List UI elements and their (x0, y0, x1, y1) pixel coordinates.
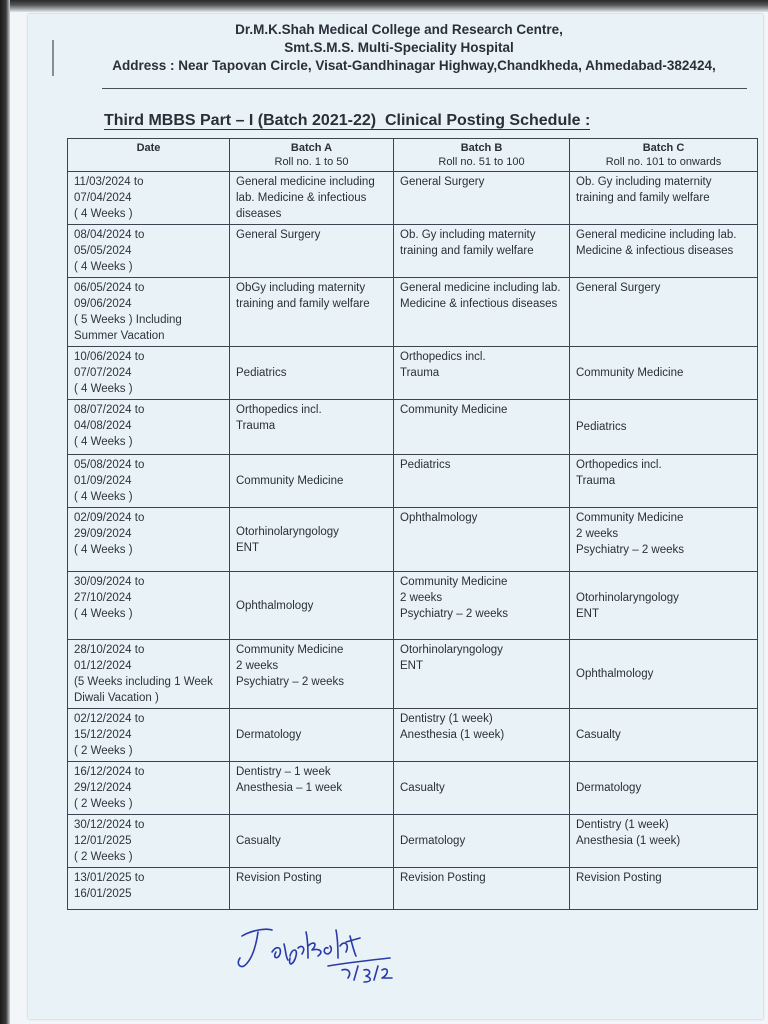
batch-c-posting-cell: Dermatology (570, 762, 758, 815)
posting-period-cell: 13/01/2025 to 16/01/2025 (68, 868, 230, 910)
batch-b-posting-cell: Ob. Gy including maternity training and family welfare (394, 225, 570, 278)
schedule-title-text: Third MBBS Part – I (Batch 2021-22) Clinical Posting Schedule : (104, 112, 591, 129)
table-row (68, 640, 758, 709)
batch-a-posting-cell: Community Medicine (230, 455, 394, 508)
posting-period-cell: 06/05/2024 to 09/06/2024 ( 5 Weeks ) Including Summer Vacation (68, 278, 230, 347)
batch-b-posting-cell: Revision Posting (394, 868, 570, 910)
batch-a-posting-cell: Dermatology (230, 709, 394, 762)
table-row (68, 572, 758, 640)
posting-period-cell: 16/12/2024 to 29/12/2024 ( 2 Weeks ) (68, 762, 230, 815)
column-header-name: Batch C (642, 142, 685, 154)
posting-period-cell: 08/07/2024 to 04/08/2024 ( 4 Weeks ) (68, 400, 230, 455)
batch-a-posting-cell: Orthopedics incl. Trauma (230, 400, 394, 455)
table-header-row (68, 139, 758, 172)
batch-b-posting-cell: General Surgery (394, 172, 570, 225)
posting-schedule-table (67, 138, 758, 910)
table-row (68, 762, 758, 815)
batch-b-posting-cell: Orthopedics incl. Trauma (394, 347, 570, 400)
column-header-roll-range: Roll no. 51 to 100 (438, 156, 525, 168)
batch-b-posting-cell: Dentistry (1 week) Anesthesia (1 week) (394, 709, 570, 762)
batch-b-posting-cell: Dermatology (394, 815, 570, 868)
posting-period-cell: 02/09/2024 to 29/09/2024 ( 4 Weeks ) (68, 508, 230, 572)
table-row (68, 225, 758, 278)
schedule-title (104, 112, 590, 130)
batch-c-posting-cell: General medicine including lab. Medicine & infectious diseases (570, 225, 758, 278)
table-body (68, 172, 758, 910)
batch-b-posting-cell: Community Medicine (394, 400, 570, 455)
batch-c-posting-cell: Community Medicine 2 weeks Psychiatry – 2 weeks (570, 508, 758, 572)
batch-b-posting-cell: Casualty (394, 762, 570, 815)
batch-c-posting-cell: Otorhinolaryngology ENT (570, 572, 758, 640)
scan-edge-left (0, 0, 10, 1024)
posting-period-cell: 10/06/2024 to 07/07/2024 ( 4 Weeks ) (68, 347, 230, 400)
table-row (68, 868, 758, 910)
batch-c-posting-cell: Pediatrics (570, 400, 758, 455)
posting-period-cell: 30/09/2024 to 27/10/2024 ( 4 Weeks ) (68, 572, 230, 640)
posting-period-cell: 28/10/2024 to 01/12/2024 (5 Weeks including 1 Week Diwali Vacation ) (68, 640, 230, 709)
column-header-name: Batch B (460, 142, 503, 154)
header-divider (102, 88, 747, 89)
batch-b-posting-cell: Community Medicine 2 weeks Psychiatry – 2 weeks (394, 572, 570, 640)
column-header-name: Date (136, 142, 161, 154)
table-row (68, 709, 758, 762)
batch-a-posting-cell: General Surgery (230, 225, 394, 278)
posting-period-cell: 11/03/2024 to 07/04/2024 ( 4 Weeks ) (68, 172, 230, 225)
table-row (68, 172, 758, 225)
column-header (570, 139, 758, 172)
letterhead (0, 22, 768, 73)
column-header-roll-range: Roll no. 101 to onwards (605, 156, 722, 168)
table-row (68, 508, 758, 572)
posting-period-cell: 30/12/2024 to 12/01/2025 ( 2 Weeks ) (68, 815, 230, 868)
column-header (230, 139, 394, 172)
batch-b-posting-cell: General medicine including lab. Medicine & infectious diseases (394, 278, 570, 347)
table-row (68, 815, 758, 868)
batch-b-posting-cell: Ophthalmology (394, 508, 570, 572)
column-header (68, 139, 230, 172)
institution-name: Dr.M.K.Shah Medical College and Research Centre, (235, 22, 563, 37)
batch-a-posting-cell: General medicine including lab. Medicine & infectious diseases (230, 172, 394, 225)
signature-image (232, 908, 402, 988)
batch-a-posting-cell: Community Medicine 2 weeks Psychiatry – 2 weeks (230, 640, 394, 709)
batch-a-posting-cell: ObGy including maternity training and family welfare (230, 278, 394, 347)
address: Address : Near Tapovan Circle, Visat-Gandhinagar Highway,Chandkheda, Ahmedabad-382424, (112, 58, 716, 73)
posting-period-cell: 05/08/2024 to 01/09/2024 ( 4 Weeks ) (68, 455, 230, 508)
column-header-name: Batch A (290, 142, 333, 154)
posting-period-cell: 02/12/2024 to 15/12/2024 ( 2 Weeks ) (68, 709, 230, 762)
batch-a-posting-cell: Ophthalmology (230, 572, 394, 640)
table-row (68, 400, 758, 455)
batch-b-posting-cell: Pediatrics (394, 455, 570, 508)
batch-c-posting-cell: Revision Posting (570, 868, 758, 910)
batch-c-posting-cell: Dentistry (1 week) Anesthesia (1 week) (570, 815, 758, 868)
batch-c-posting-cell: Orthopedics incl. Trauma (570, 455, 758, 508)
batch-b-posting-cell: Otorhinolaryngology ENT (394, 640, 570, 709)
batch-c-posting-cell: General Surgery (570, 278, 758, 347)
posting-period-cell: 08/04/2024 to 05/05/2024 ( 4 Weeks ) (68, 225, 230, 278)
batch-c-posting-cell: Casualty (570, 709, 758, 762)
batch-a-posting-cell: Revision Posting (230, 868, 394, 910)
hospital-name: Smt.S.M.S. Multi-Speciality Hospital (284, 40, 514, 55)
column-header (394, 139, 570, 172)
scan-edge-top (0, 0, 768, 12)
batch-c-posting-cell: Ophthalmology (570, 640, 758, 709)
column-header-roll-range: Roll no. 1 to 50 (274, 156, 349, 168)
batch-c-posting-cell: Community Medicine (570, 347, 758, 400)
batch-c-posting-cell: Ob. Gy including maternity training and family welfare (570, 172, 758, 225)
table-row (68, 455, 758, 508)
table-row (68, 278, 758, 347)
batch-a-posting-cell: Otorhinolaryngology ENT (230, 508, 394, 572)
batch-a-posting-cell: Casualty (230, 815, 394, 868)
batch-a-posting-cell: Pediatrics (230, 347, 394, 400)
table-row (68, 347, 758, 400)
batch-a-posting-cell: Dentistry – 1 week Anesthesia – 1 week (230, 762, 394, 815)
